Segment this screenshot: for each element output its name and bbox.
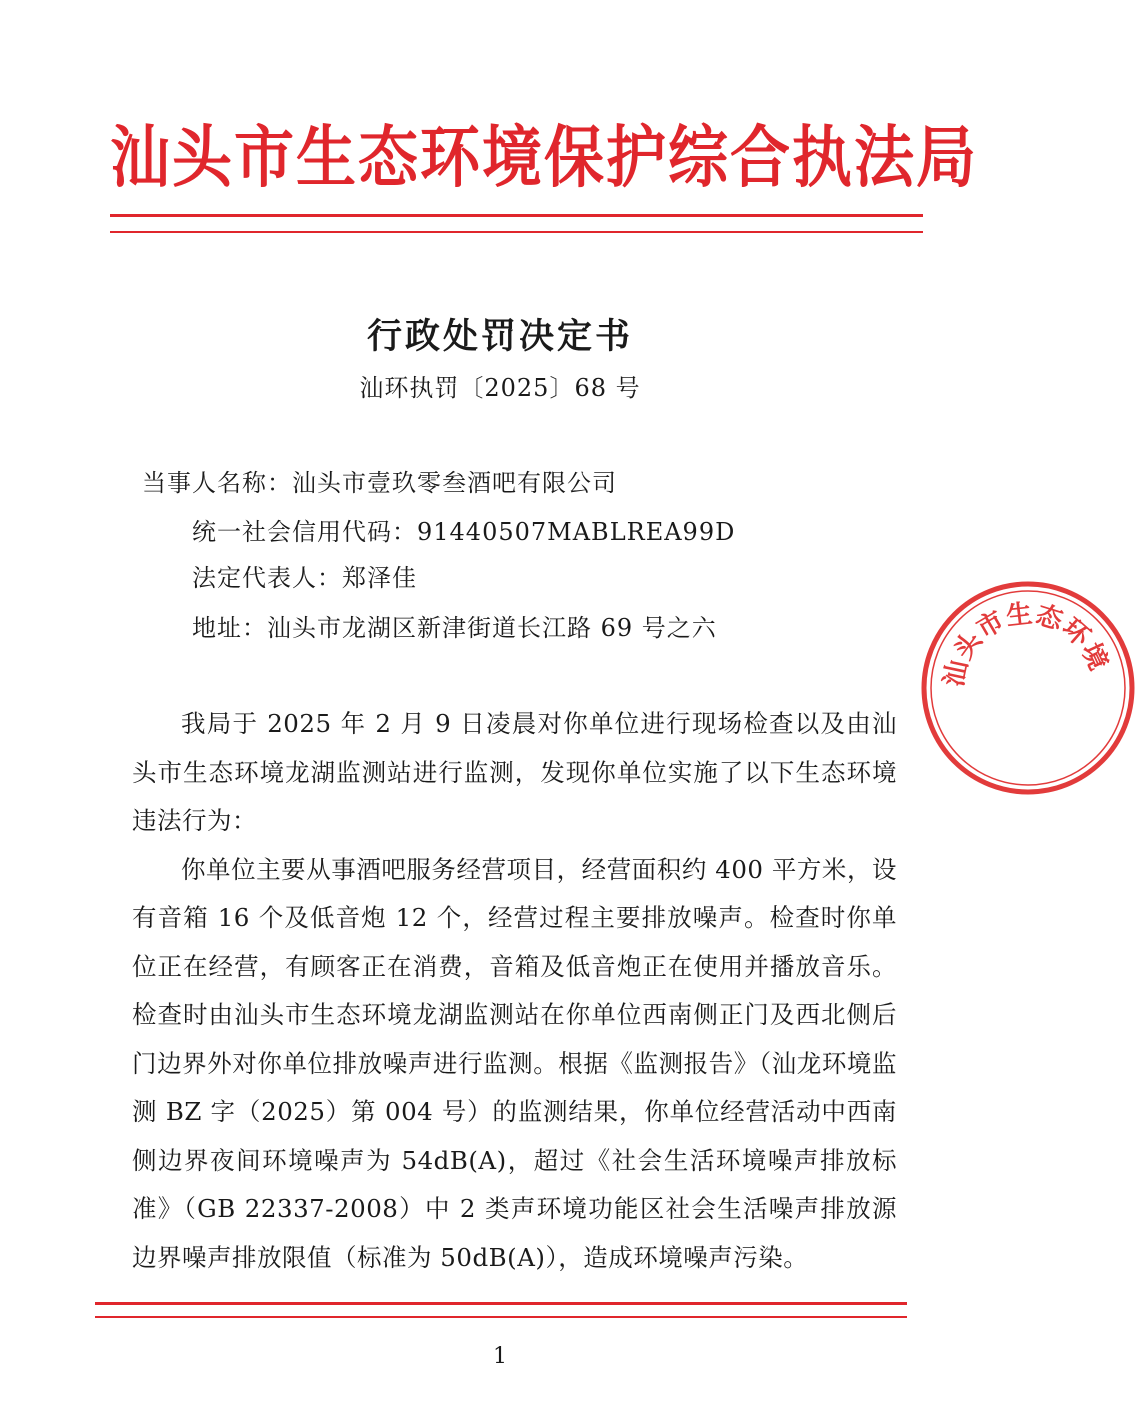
decision-body — [132, 700, 897, 1282]
seal-text: 汕头市生态环境 — [939, 599, 1114, 690]
issuing-authority-header: 汕头市生态环境保护综合执法局 — [110, 118, 978, 198]
body-paragraph: 我局于 2025 年 2 月 9 日凌晨对你单位进行现场检查以及由汕头市生态环境龙湖监测站进行监测，发现你单位实施了以下生态环境违法行为： — [132, 709, 897, 835]
footer-red-rule — [95, 1302, 907, 1305]
party-legal-representative: 法定代表人：郑泽佳 — [192, 564, 417, 592]
party-credit-code: 统一社会信用代码：91440507MABLREA99D — [192, 518, 736, 546]
document-number: 汕环执罚〔2025〕68 号 — [359, 374, 641, 402]
page-number: 1 — [493, 1344, 507, 1369]
body-paragraph: 你单位主要从事酒吧服务经营项目，经营面积约 400 平方米，设有音箱 16 个及低音炮 12 个，经营过程主要排放噪声。检查时你单位正在经营，有顾客正在消费，音箱及低音炮正在使用并播放音乐。检查时由汕头市生态环境龙湖监测站在你单位西南侧正门及西北侧后门边界外对你单位排放噪声进行监测。根据《监测报告》（汕龙环境监测 BZ 字（2025）第 004 号）的监测结果，你单位经营活动中西南侧边界夜间环境噪声为 54dB(A)，超过《社会生活环境噪声排放标准》（GB 22337-2008）中 2 类声环境功能区社会生活噪声排放源边界噪声排放限值（标准为 50dB(A)），造成环境噪声污染。 — [132, 854, 897, 1272]
party-address: 地址：汕头市龙湖区新津街道长江路 69 号之六 — [192, 614, 717, 642]
footer-red-rule-thin — [95, 1316, 907, 1318]
header-red-rule — [110, 214, 923, 217]
official-seal-icon — [918, 578, 1138, 798]
document-title: 行政处罚决定书 — [366, 316, 633, 357]
header-red-rule-thin — [110, 231, 923, 233]
party-name: 当事人名称：汕头市壹玖零叁酒吧有限公司 — [142, 469, 617, 497]
